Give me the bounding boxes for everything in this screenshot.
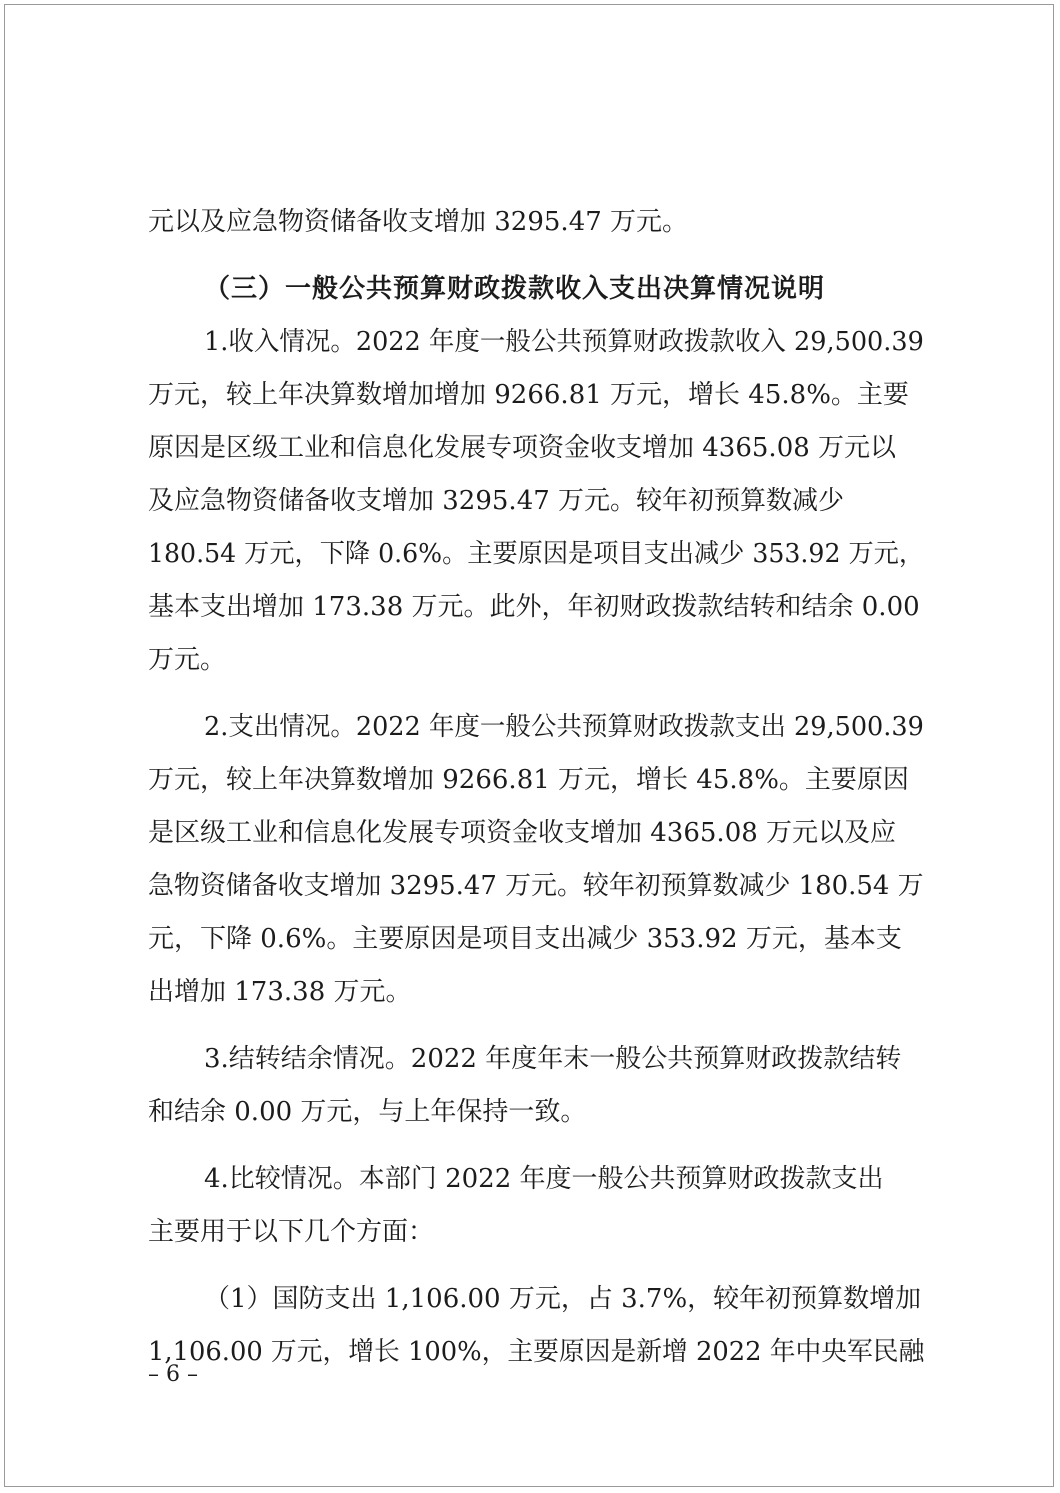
document-body bbox=[148, 196, 924, 1379]
line-text: 4.比较情况。本部门 2022 年度一般公共预算财政拨款支出 bbox=[204, 1164, 884, 1194]
line-text: 180.54 万元，下降 0.6%。主要原因是项目支出减少 353.92 万元， bbox=[148, 539, 925, 569]
text-line bbox=[148, 1273, 924, 1326]
line-text: 主要用于以下几个方面： bbox=[148, 1217, 435, 1247]
paragraph-defense bbox=[148, 1273, 924, 1379]
line-text: 万元。 bbox=[148, 645, 227, 675]
text-line bbox=[148, 1086, 924, 1139]
text-line bbox=[148, 369, 924, 422]
line-text: 基本支出增加 173.38 万元。此外，年初财政拨款结转和结余 0.00 bbox=[148, 592, 920, 622]
line-text: 万元，较上年决算数增加 9266.81 万元，增长 45.8%。主要原因 bbox=[148, 765, 909, 795]
line-text: 万元，较上年决算数增加增加 9266.81 万元，增长 45.8%。主要 bbox=[148, 380, 909, 410]
text-line bbox=[148, 913, 924, 966]
heading-text: （三）一般公共预算财政拨款收入支出决算情况说明 bbox=[204, 274, 826, 304]
text-line bbox=[148, 422, 924, 475]
line-text: 和结余 0.00 万元，与上年保持一致。 bbox=[148, 1097, 587, 1127]
line-text: 原因是区级工业和信息化发展专项资金收支增加 4365.08 万元以 bbox=[148, 433, 897, 463]
paragraph-continuation-line bbox=[148, 196, 924, 249]
text-line bbox=[148, 528, 924, 581]
line-text: 1,106.00 万元，增长 100%，主要原因是新增 2022 年中央军民融 bbox=[148, 1337, 925, 1367]
text-line bbox=[148, 1153, 924, 1206]
line-text: 3.结转结余情况。2022 年度年末一般公共预算财政拨款结转 bbox=[204, 1044, 902, 1074]
text-line: 元以及应急物资储备收支增加 3295.47 万元。 bbox=[148, 207, 689, 237]
text-line bbox=[148, 807, 924, 860]
paragraph-expenditure bbox=[148, 701, 924, 1019]
line-text: 元，下降 0.6%。主要原因是项目支出减少 353.92 万元，基本支 bbox=[148, 924, 902, 954]
text-line bbox=[148, 1326, 924, 1379]
text-line bbox=[148, 581, 924, 634]
text-line bbox=[148, 754, 924, 807]
text-line bbox=[148, 1206, 924, 1259]
section-heading bbox=[148, 263, 924, 316]
paragraph-comparison bbox=[148, 1153, 924, 1259]
line-text: 急物资储备收支增加 3295.47 万元。较年初预算数减少 180.54 万 bbox=[148, 871, 924, 901]
paragraph-income bbox=[148, 316, 924, 687]
page-number: – 6 – bbox=[148, 1362, 198, 1387]
text-line bbox=[148, 316, 924, 369]
line-text: （1）国防支出 1,106.00 万元，占 3.7%，较年初预算数增加 bbox=[204, 1284, 922, 1314]
text-line bbox=[148, 475, 924, 528]
text-line bbox=[148, 1033, 924, 1086]
text-line bbox=[148, 966, 924, 1019]
text-line bbox=[148, 701, 924, 754]
text-line bbox=[148, 634, 924, 687]
paragraph-carryover bbox=[148, 1033, 924, 1139]
line-text: 1.收入情况。2022 年度一般公共预算财政拨款收入 29,500.39 bbox=[204, 327, 924, 357]
line-text: 出增加 173.38 万元。 bbox=[148, 977, 412, 1007]
line-text: 是区级工业和信息化发展专项资金收支增加 4365.08 万元以及应 bbox=[148, 818, 897, 848]
text-line bbox=[148, 860, 924, 913]
line-text: 及应急物资储备收支增加 3295.47 万元。较年初预算数减少 bbox=[148, 486, 845, 516]
line-text: 2.支出情况。2022 年度一般公共预算财政拨款支出 29,500.39 bbox=[204, 712, 924, 742]
